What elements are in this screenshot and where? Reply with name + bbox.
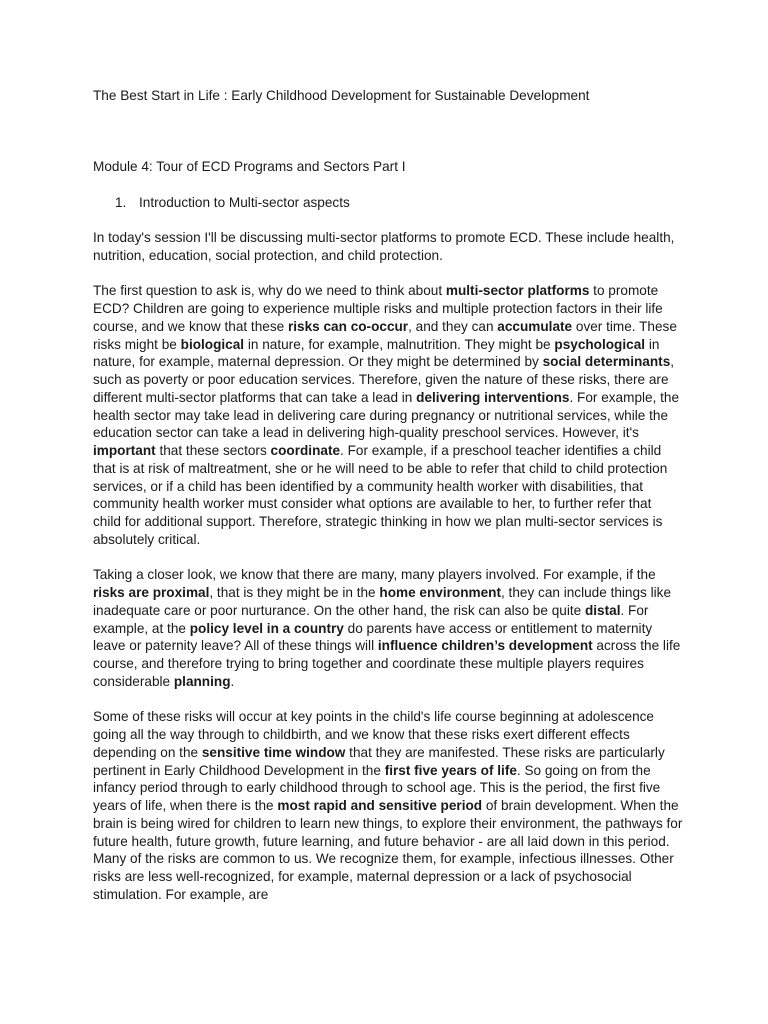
bold-term: delivering interventions bbox=[416, 389, 570, 405]
paragraph: In today's session I'll be discussing multi-sector platforms to promote ECD. These include health, nutrition, education, social protection, and child protection. bbox=[93, 230, 675, 263]
paragraph: Taking a closer look, we know that there are many, many players involved. For example, if the risks are proximal, that is they might be in the home environment, they can include things like inadequate care or poor nurturance. On the other hand, the risk can also be quite distal. For example, at the policy level in a country do parents have access or entitlement to maternity leave or paternity leave? All of these things will influence children’s development across the life course, and therefore trying to bring together and coordinate these multiple players requires considerable planning. bbox=[93, 567, 681, 689]
paragraph: Some of these risks will occur at key points in the child's life course beginning at adolescence going all the way through to childbirth, and we know that these risks exert different effects depending on the sensitive time window that they are manifested. These risks are particularly pertinent in Early Childhood Development in the first five years of life. So going on from the infancy period through to early childhood through to school age. This is the period, the first five years of life, when there is the most rapid and sensitive period of brain development. When the brain is being wired for children to learn new things, to explore their environment, the pathways for future health, future growth, future learning, and future behavior - are all laid down in this period. Many of the risks are common to us. We recognize them, for example, infectious illnesses. Other risks are less well-recognized, for example, maternal depression or a lack of psychosocial stimulation. For example, are bbox=[93, 709, 683, 902]
section-label: Introduction to Multi-sector aspects bbox=[139, 195, 350, 210]
bold-term: policy level in a country bbox=[189, 620, 344, 636]
bold-term: sensitive time window bbox=[201, 744, 346, 760]
bold-term: accumulate bbox=[497, 318, 573, 334]
bold-term: important bbox=[93, 443, 156, 458]
bold-term: risks are proximal bbox=[93, 585, 210, 600]
bold-term: influence children’s development bbox=[377, 638, 593, 654]
bold-term: coordinate bbox=[270, 443, 341, 458]
document-title: The Best Start in Life : Early Childhood Development for Sustainable Development bbox=[93, 88, 590, 103]
module-heading: Module 4: Tour of ECD Programs and Sectors Part I bbox=[93, 159, 406, 174]
bold-term: home environment bbox=[379, 585, 501, 600]
bold-term: social determinants bbox=[542, 354, 671, 370]
bold-term: multi-sector platforms bbox=[445, 283, 590, 299]
bold-term: first five years of life bbox=[384, 762, 517, 778]
bold-term: distal bbox=[584, 602, 621, 618]
document-body bbox=[93, 229, 683, 921]
bold-term: planning bbox=[173, 673, 231, 689]
bold-term: most rapid and sensitive period bbox=[277, 798, 483, 813]
bold-term: biological bbox=[180, 336, 245, 352]
paragraph: The first question to ask is, why do we need to think about multi-sector platforms to promote ECD? Children are going to experience multiple risks and multiple protection factors in their life course, and we know that these risks can co-occur, and they can accumulate over time. These risks might be biological in nature, for example, malnutrition. They might be psychological in nature, for example, maternal depression. Or they might be determined by social determinants, such as poverty or poor education services. Therefore, given the nature of these risks, there are different multi-sector platforms that can take a lead in delivering interventions. For example, the health sector may take lead in delivering care during pregnancy or nutritional services, while the education sector can take a lead in delivering high-quality preschool services. However, it's important that these sectors coordinate. For example, if a preschool teacher identifies a child that is at risk of maltreatment, she or he will need to be able to refer that child to child protection services, or if a child has been identified by a community health worker with disabilities, that community health worker must consider what options are available to her, to further refer that child for additional support. Therefore, strategic thinking in how we plan multi-sector services is absolutely critical. bbox=[93, 283, 680, 547]
bold-term: psychological bbox=[554, 336, 646, 352]
section-heading bbox=[115, 193, 350, 213]
section-number: 1. bbox=[115, 195, 127, 210]
bold-term: risks can co-occur bbox=[287, 318, 409, 334]
